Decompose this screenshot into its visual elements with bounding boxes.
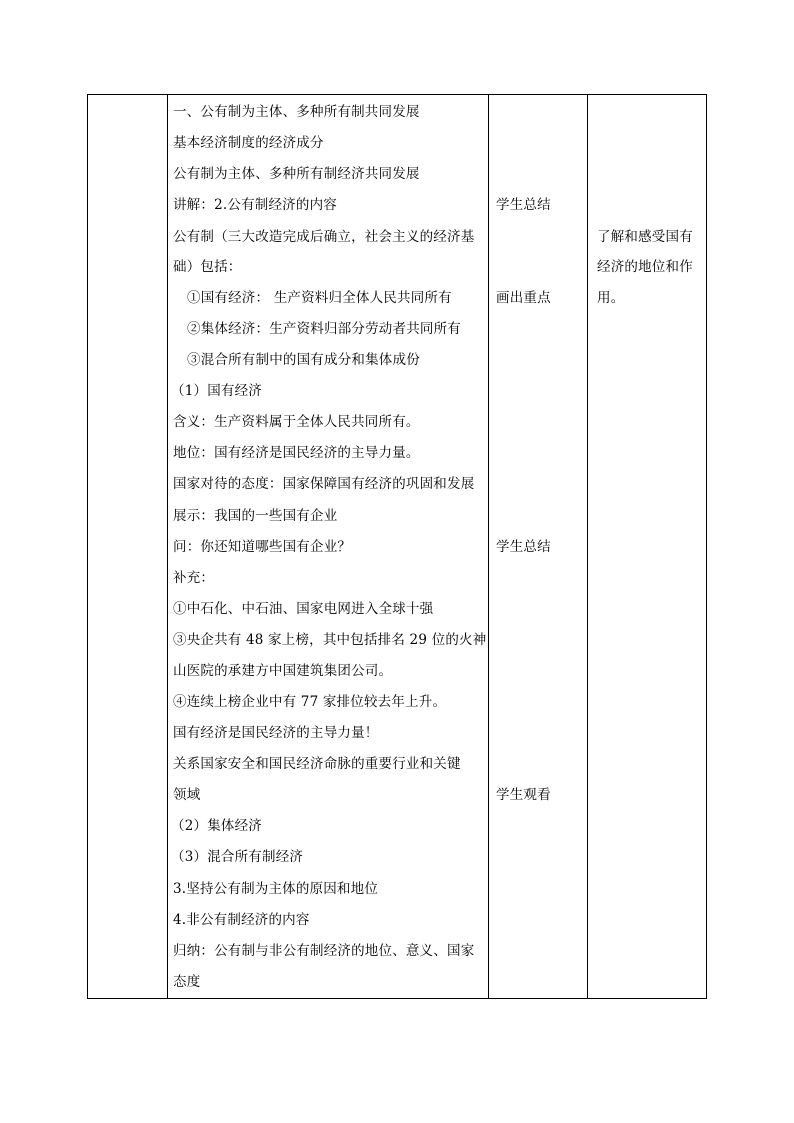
student-activity-item: 学生总结 [496,197,551,213]
student-activity-item: 画出重点 [496,290,551,306]
content-line: 含义：生产资料属于全体人民共同所有。 [173,414,420,430]
content-line: 公有制（三大改造完成后确立，社会主义的经济基 [173,229,475,245]
content-line: ①中石化、中石油、国家电网进入全球十强 [173,601,434,617]
content-line: 基本经济制度的经济成分 [173,135,324,151]
student-activity-item: 学生总结 [496,539,551,555]
design-intent-cell [588,95,706,998]
content-line: 关系国家安全和国民经济命脉的重要行业和关键 [173,756,461,772]
content-line: 公有制为主体、多种所有制经济共同发展 [173,166,420,182]
content-line: 展示：我国的一些国有企业 [173,508,338,524]
content-line: 国有经济是国民经济的主导力量！ [173,725,379,741]
content-line: 补充： [173,570,215,586]
lesson-plan-table [87,94,707,999]
content-line: ③央企共有 48 家上榜，其中包括排名 29 位的火神 [173,632,487,648]
teacher-activity-cell [168,95,488,998]
content-line: ③混合所有制中的国有成分和集体成份 [187,352,420,368]
content-line: （1）国有经济 [171,383,262,399]
teaching-stage-cell [88,95,167,998]
content-line: ②集体经济：生产资料归部分劳动者共同所有 [187,321,461,337]
content-line: ①国有经济： 生产资料归全体人民共同所有 [187,290,452,306]
content-line: 归纳：公有制与非公有制经济的地位、意义、国家 [173,943,475,959]
content-line: 3.坚持公有制为主体的原因和地位 [173,881,379,897]
content-line: 问：你还知道哪些国有企业？ [173,539,352,555]
content-line: 础）包括： [173,259,242,275]
content-line: 领域 [173,787,201,803]
design-intent-line: 经济的地位和作 [597,259,693,275]
content-line: 山医院的承建方中国建筑集团公司。 [173,663,393,679]
student-activity-item: 学生观看 [496,787,551,803]
content-line: （3）混合所有制经济 [171,849,304,865]
content-line: 一、公有制为主体、多种所有制共同发展 [173,104,420,120]
content-line: 国家对待的态度：国家保障国有经济的巩固和发展 [173,476,475,492]
design-intent-line: 了解和感受国有 [597,229,693,245]
content-line: 地位：国有经济是国民经济的主导力量。 [173,445,420,461]
content-line: （2）集体经济 [171,818,262,834]
content-line: 态度 [173,974,201,990]
content-line: 4.非公有制经济的内容 [173,912,310,928]
content-line: ④连续上榜企业中有 77 家排位较去年上升。 [173,694,447,710]
content-line: 讲解：2.公有制经济的内容 [173,197,337,213]
design-intent-line: 用。 [597,290,625,306]
student-activity-cell [489,95,587,998]
